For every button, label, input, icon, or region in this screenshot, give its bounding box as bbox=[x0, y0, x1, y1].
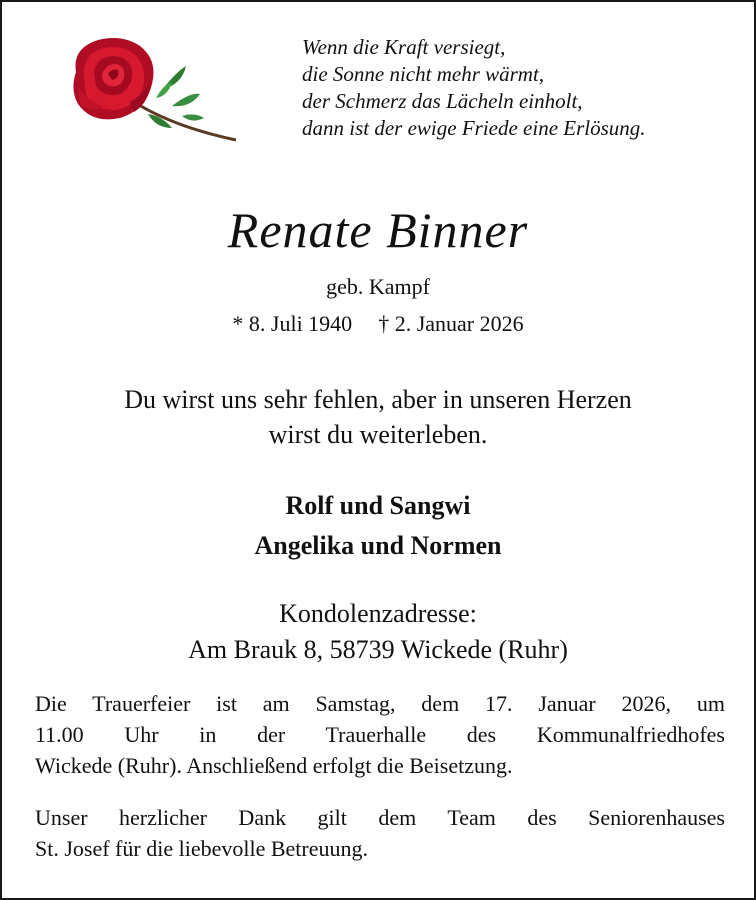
red-rose-icon bbox=[64, 32, 244, 150]
quote-line: wirst du weiterleben. bbox=[268, 420, 488, 449]
thanks-note bbox=[35, 802, 725, 864]
thanks-line: St. Josef für die liebevolle Betreuung. bbox=[35, 836, 368, 861]
condolence-address bbox=[2, 596, 754, 668]
poem-line: dann ist der ewige Friede eine Erlösung. bbox=[302, 116, 646, 140]
thanks-line: Unser herzlicher Dank gilt dem Team des Seniorenhauses bbox=[35, 805, 725, 830]
farewell-quote bbox=[2, 382, 754, 452]
deceased-name: Renate Binner bbox=[227, 202, 529, 258]
life-dates bbox=[2, 309, 754, 339]
address-label: Kondolenzadresse: bbox=[279, 599, 477, 628]
mourners bbox=[2, 486, 754, 566]
birth-name: geb. Kampf bbox=[326, 274, 430, 299]
poem-line: die Sonne nicht mehr wärmt, bbox=[302, 62, 545, 86]
death-date: † 2. Januar 2026 bbox=[378, 311, 524, 336]
address-value: Am Brauk 8, 58739 Wickede (Ruhr) bbox=[188, 635, 568, 664]
mourner-line: Angelika und Normen bbox=[254, 531, 502, 560]
mourner-line: Rolf und Sangwi bbox=[285, 491, 471, 520]
poem-line: der Schmerz das Lächeln einholt, bbox=[302, 89, 583, 113]
ceremony-line: Die Trauerfeier ist am Samstag, dem 17. Januar 2026, um bbox=[35, 691, 725, 716]
ceremony-info bbox=[35, 688, 725, 781]
poem bbox=[302, 34, 742, 142]
birth-date: * 8. Juli 1940 bbox=[232, 311, 353, 336]
quote-line: Du wirst uns sehr fehlen, aber in unseren Herzen bbox=[124, 385, 632, 414]
ceremony-line: Wickede (Ruhr). Anschließend erfolgt die Beisetzung. bbox=[35, 753, 513, 778]
ceremony-line: 11.00 Uhr in der Trauerhalle des Kommunalfriedhofes bbox=[35, 722, 725, 747]
poem-line: Wenn die Kraft versiegt, bbox=[302, 35, 506, 59]
